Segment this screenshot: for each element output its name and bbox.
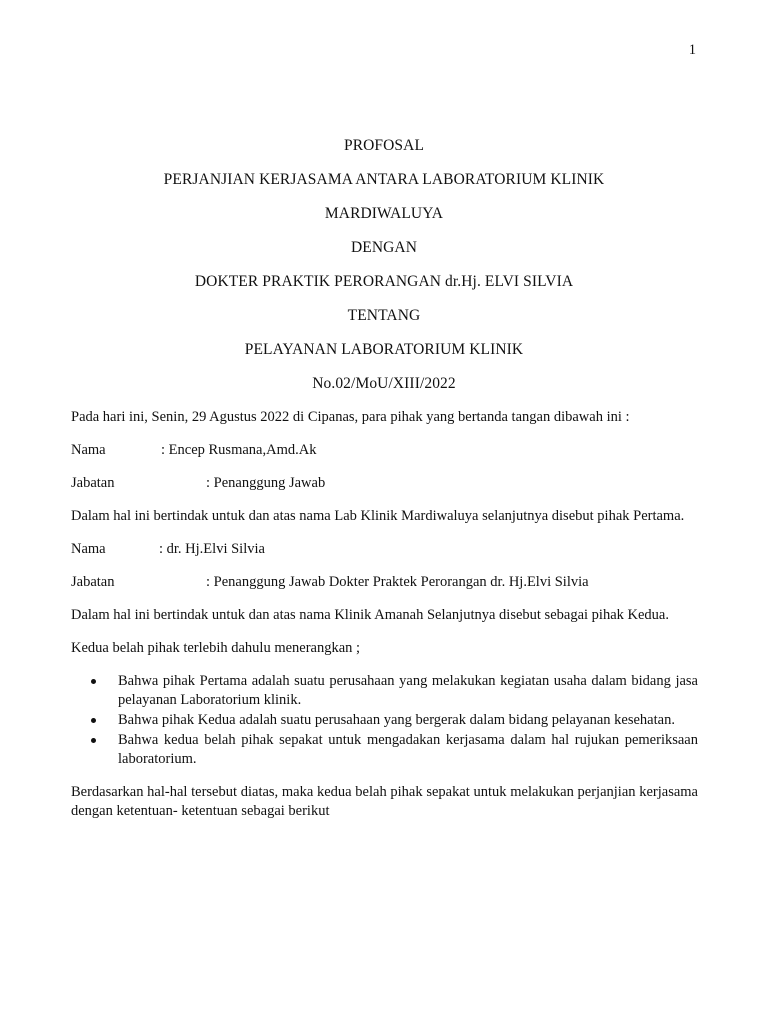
- bullet-list: [71, 672, 698, 769]
- bullet-dot-icon: [91, 679, 96, 684]
- party2-nama-label: Nama: [71, 541, 106, 557]
- list-item-text: Bahwa pihak Pertama adalah suatu perusahaan yang melakukan kegiatan usaha dalam bidang jasa pelayanan Laboratorium klinik.: [118, 673, 698, 708]
- party1-description: Dalam hal ini bertindak untuk dan atas nama Lab Klinik Mardiwaluya selanjutnya disebut pihak Pertama.: [71, 508, 685, 524]
- document-body: [71, 408, 698, 835]
- bullet-dot-icon: [91, 738, 96, 743]
- conclusion-paragraph: Berdasarkan hal-hal tersebut diatas, maka kedua belah pihak sepakat untuk melakukan perjanjian kerjasama dengan ketentuan- ketentuan sebagai berikut: [71, 784, 698, 819]
- list-item: [71, 731, 698, 769]
- party2-nama-row: [71, 540, 698, 559]
- party1-nama-row: [71, 441, 698, 460]
- party1-jabatan-value: : Penanggung Jawab: [206, 475, 326, 491]
- title-line: TENTANG: [347, 307, 421, 324]
- party1-nama-label: Nama: [71, 442, 106, 458]
- page-number: 1: [688, 42, 696, 58]
- party2-jabatan-value: : Penanggung Jawab Dokter Praktek Perorangan dr. Hj.Elvi Silvia: [206, 574, 589, 590]
- party2-jabatan-label: Jabatan: [71, 574, 115, 590]
- title-line: PELAYANAN LABORATORIUM KLINIK: [244, 341, 524, 358]
- list-item: [71, 672, 698, 710]
- document-number: No.02/MoU/XIII/2022: [312, 375, 456, 392]
- party1-nama-value: : Encep Rusmana,Amd.Ak: [161, 442, 317, 458]
- list-item-text: Bahwa pihak Kedua adalah suatu perusahaan yang bergerak dalam bidang pelayanan kesehatan.: [118, 712, 675, 728]
- title-line: DOKTER PRAKTIK PERORANGAN dr.Hj. ELVI SILVIA: [194, 273, 574, 290]
- title-line: MARDIWALUYA: [324, 205, 444, 222]
- party1-jabatan-label: Jabatan: [71, 475, 115, 491]
- title-line: PERJANJIAN KERJASAMA ANTARA LABORATORIUM KLINIK: [163, 171, 605, 188]
- intro-paragraph: Pada hari ini, Senin, 29 Agustus 2022 di Cipanas, para pihak yang bertanda tangan dibawah ini :: [71, 409, 630, 425]
- title-block: [0, 136, 768, 408]
- list-item-text: Bahwa kedua belah pihak sepakat untuk mengadakan kerjasama dalam hal rujukan pemeriksaan laboratorium.: [118, 732, 698, 767]
- list-item: [71, 711, 698, 730]
- party1-jabatan-row: [71, 474, 698, 493]
- party2-nama-value: : dr. Hj.Elvi Silvia: [159, 541, 265, 557]
- party2-description: Dalam hal ini bertindak untuk dan atas nama Klinik Amanah Selanjutnya disebut sebagai pihak Kedua.: [71, 607, 669, 623]
- title-line: DENGAN: [350, 239, 418, 256]
- explain-intro: Kedua belah pihak terlebih dahulu menerangkan ;: [71, 640, 361, 656]
- title-line: PROFOSAL: [343, 137, 425, 154]
- bullet-dot-icon: [91, 718, 96, 723]
- party2-jabatan-row: [71, 573, 698, 592]
